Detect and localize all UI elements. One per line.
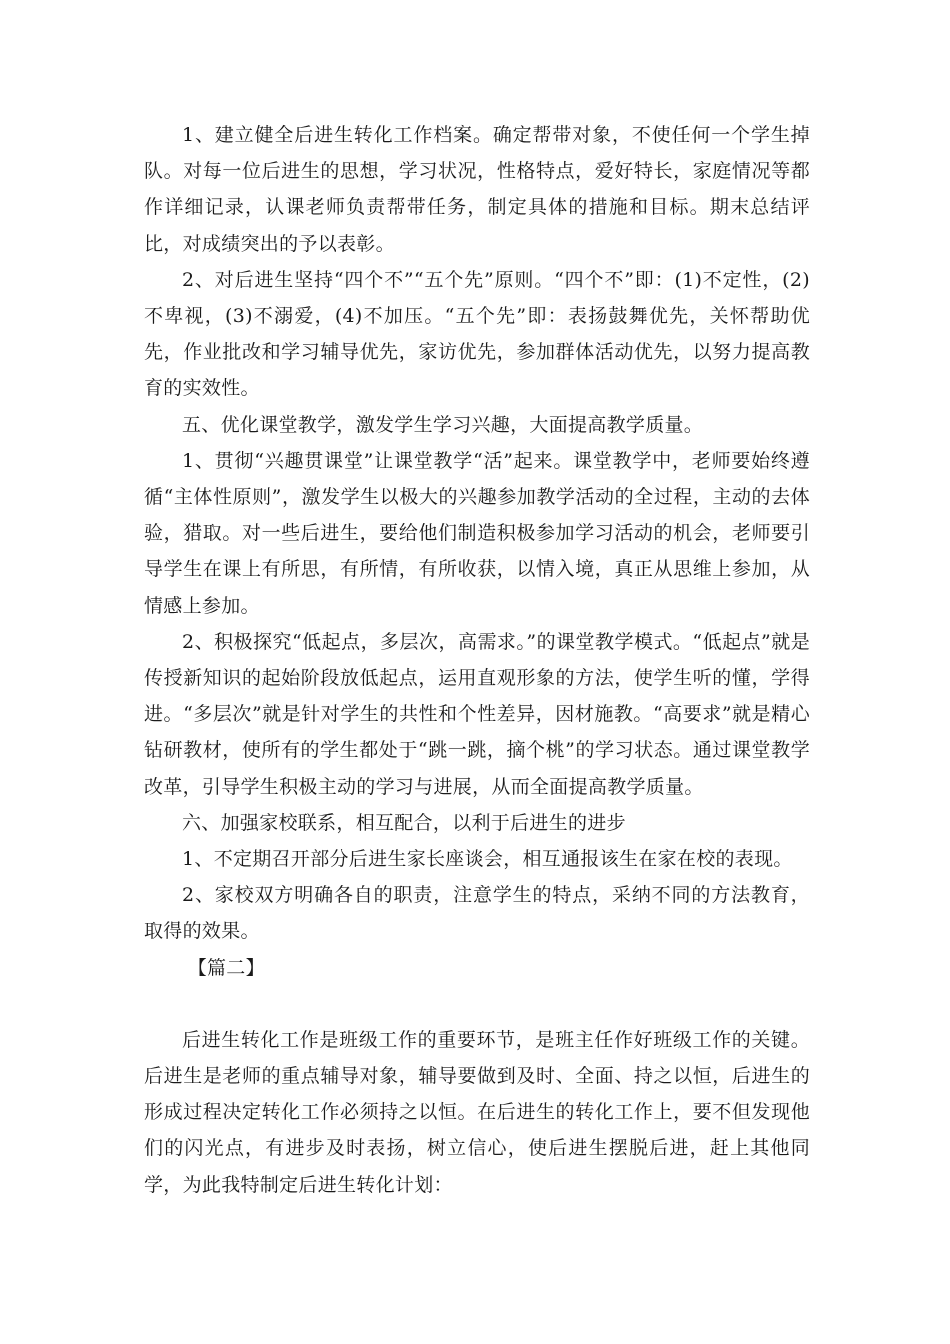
paragraph-4: 2、积极探究“低起点，多层次，高需求。”的课堂教学模式。“低起点”就是传授新知识的起始阶段放低起点，运用直观形象的方法，使学生听的懂，学得进。“多层次”就是针对学生的共性和个性差异，因材施教。“高要求”就是精心钻研教材，使所有的学生都处于“跳一跳，摘个桃”的学习状态。通过课堂教学改革，引导学生积极主动的学习与进展，从而全面提高教学质量。 [144, 630, 810, 798]
paragraph-5: 1、不定期召开部分后进生家长座谈会，相互通报该生在家在校的表现。 [182, 848, 793, 871]
paragraph-7: 后进生转化工作是班级工作的重要环节，是班主任作好班级工作的关键。后进生是老师的重点辅导对象，辅导要做到及时、全面、持之以恒，后进生的形成过程决定转化工作必须持之以恒。在后进生的转化工作上，要不但发现他们的闪光点，有进步及时表扬，树立信心，使后进生摆脱后进，赶上其他同学，为此我特制定后进生转化计划： [144, 1028, 810, 1196]
section-heading-5: 五、优化课堂教学，激发学生学习兴趣，大面提高教学质量。 [182, 413, 704, 436]
part-two-heading: 【篇二】 [187, 956, 265, 979]
paragraph-6: 2、家校双方明确各自的职责，注意学生的特点，采纳不同的方法教育，取得的效果。 [144, 884, 810, 943]
paragraph-1: 1、建立健全后进生转化工作档案。确定帮带对象，不使任何一个学生掉队。对每一位后进生的思想，学习状况，性格特点，爱好特长，家庭情况等都作详细记录，认课老师负责帮带任务，制定具体的措施和目标。期末总结评比，对成绩突出的予以表彰。 [144, 124, 810, 255]
paragraph-2: 2、对后进生坚持“四个不”“五个先”原则。“四个不”即：(1)不定性，(2)不卑视，(3)不溺爱，(4)不加压。“五个先”即：表扬鼓舞优先，关怀帮助优先，作业批改和学习辅导优先，家访优先，参加群体活动优先，以努力提高教育的实效性。 [144, 268, 810, 400]
blank-line [144, 986, 810, 1022]
section-heading-6: 六、加强家校联系，相互配合，以利于后进生的进步 [182, 811, 626, 834]
paragraph-3: 1、贯彻“兴趣贯课堂”让课堂教学“活”起来。课堂教学中，老师要始终遵循“主体性原则”，激发学生以极大的兴趣参加教学活动的全过程，主动的去体验，猎取。对一些后进生，要给他们制造积极参加学习活动的机会，老师要引导学生在课上有所思，有所情，有所收获，以情入境，真正从思维上参加，从情感上参加。 [144, 449, 810, 617]
